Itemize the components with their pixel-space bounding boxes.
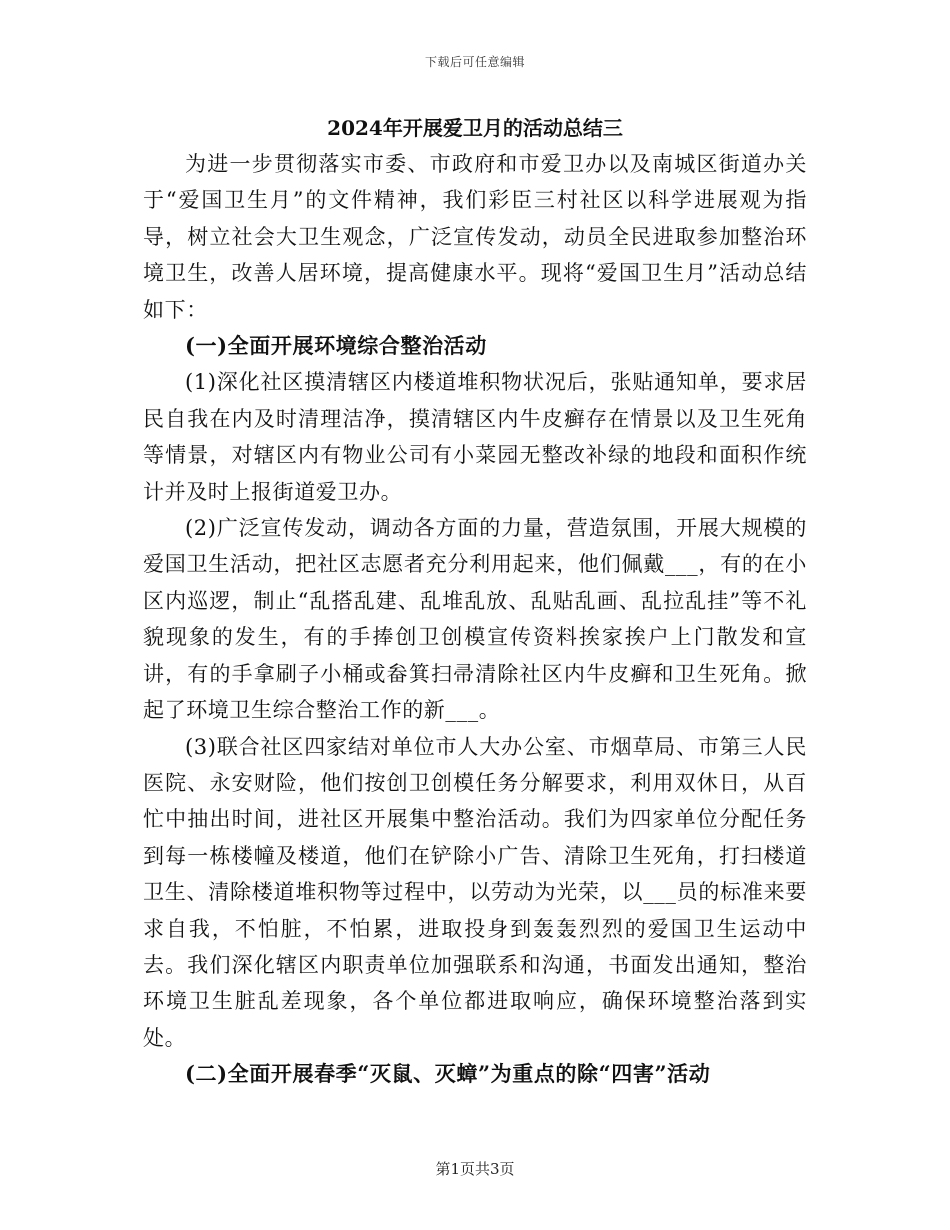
section-1-paragraph-3: (3)联合社区四家结对单位市人大办公室、市烟草局、市第三人民医院、永安财险，他们按创卫创模任务分解要求，利用双休日，从百忙中抽出时间，进社区开展集中整治活动。我们为四家单位分配任务到每一栋楼幢及楼道，他们在铲除小广告、清除卫生死角，打扫楼道卫生、清除楼道堆积物等过程中，以劳动为光荣，以___员的标准来要求自我，不怕脏，不怕累，进取投身到轰轰烈烈的爱国卫生运动中去。我们深化辖区内职责单位加强联系和沟通，书面发出通知，整治环境卫生脏乱差现象，各个单位都进取响应，确保环境整治落到实处。	[143, 734, 807, 1050]
section-2-heading: (二)全面开展春季“灭鼠、灭蟑”为重点的除“四害”活动	[185, 1061, 711, 1087]
section-1-heading: (一)全面开展环境综合整治活动	[185, 333, 487, 359]
page-number: 第1页共3页	[435, 1160, 515, 1178]
section-1-paragraph-2: (2)广泛宣传发动，调动各方面的力量，营造氛围，开展大规模的爱国卫生活动，把社区志愿者充分利用起来，他们佩戴___，有的在小区内巡逻，制止“乱搭乱建、乱堆乱放、乱贴乱画、乱拉乱挂”等不礼貌现象的发生，有的手捧创卫创模宣传资料挨家挨户上门散发和宣讲，有的手拿刷子小桶或畚箕扫帚清除社区内牛皮癣和卫生死角。掀起了环境卫生综合整治工作的新___。	[143, 516, 807, 723]
section-1-paragraph-1: (1)深化社区摸清辖区内楼道堆积物状况后，张贴通知单，要求居民自我在内及时清理洁净，摸清辖区内牛皮癣存在情景以及卫生死角等情景，对辖区内有物业公司有小菜园无整改补绿的地段和面积作统计并及时上报街道爱卫办。	[143, 370, 807, 504]
header-note: 下载后可任意编辑	[424, 55, 525, 69]
document-body	[143, 112, 807, 1093]
document-title: 2024年开展爱卫月的活动总结三	[327, 116, 623, 140]
intro-paragraph: 为进一步贯彻落实市委、市政府和市爱卫办以及南城区街道办关于“爱国卫生月”的文件精神，我们彩臣三村社区以科学进展观为指导，树立社会大卫生观念，广泛宣传发动，动员全民进取参加整治环境卫生，改善人居环境，提高健康水平。现将“爱国卫生月”活动总结如下：	[143, 152, 807, 322]
